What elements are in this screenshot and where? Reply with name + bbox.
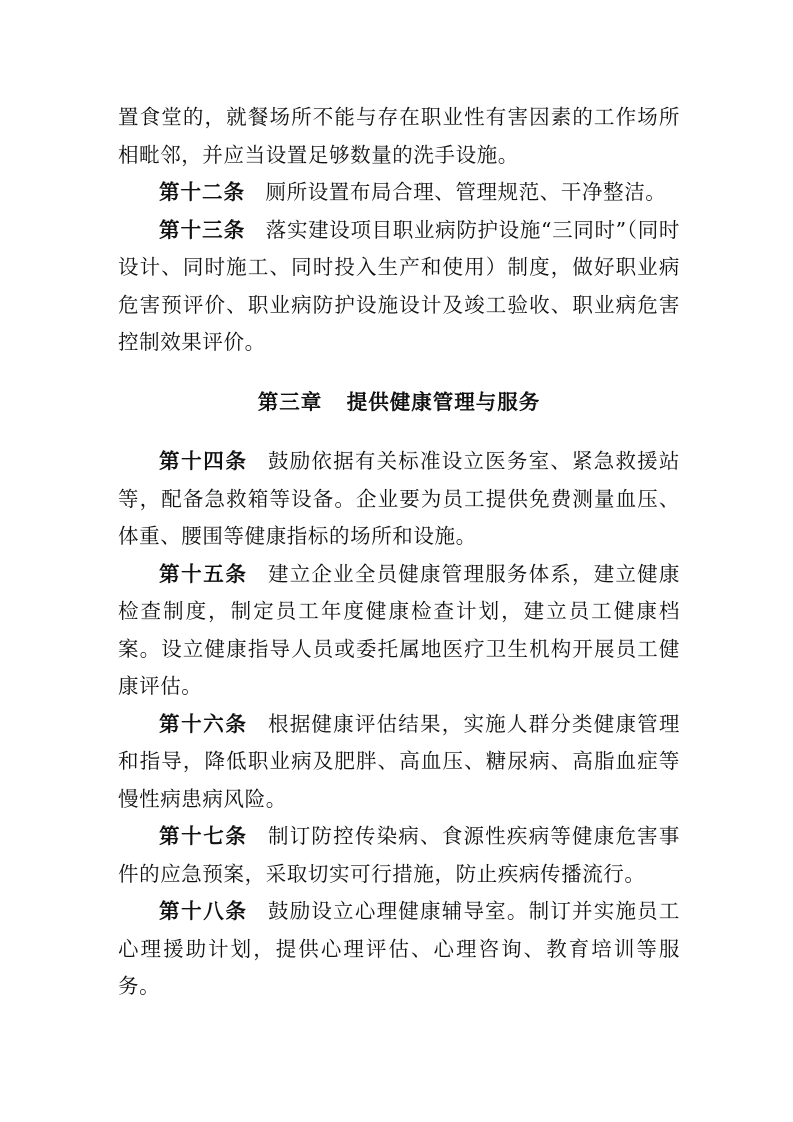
article-12 bbox=[118, 174, 680, 212]
article-15 bbox=[118, 556, 680, 706]
article-17 bbox=[118, 818, 680, 893]
article-number: 第十六条 bbox=[159, 711, 248, 736]
article-number: 第十三条 bbox=[159, 217, 246, 242]
article-text: 落实建设项目职业病防护设施“三同时”（同时设计、同时施工、同时投入生产和使用）制度，做好职业病危害预评价、职业病防护设施设计及竣工验收、职业病危害控制效果评价。 bbox=[118, 217, 680, 354]
article-number: 第十四条 bbox=[159, 449, 248, 473]
article-text: 制订防控传染病、食源性疾病等健康危害事件的应急预案，采取切实可行措施，防止疾病传播流行。 bbox=[118, 824, 681, 886]
paragraph-continuation bbox=[118, 99, 680, 174]
article-text: 根据健康评估结果，实施人群分类健康管理和指导，降低职业病及肥胖、高血压、糖尿病、高脂血症等慢性病患病风险。 bbox=[118, 711, 681, 811]
chapter-title: 提供健康管理与服务 bbox=[346, 389, 541, 414]
chapter-number: 第三章 bbox=[257, 389, 323, 414]
document-body bbox=[118, 99, 680, 1006]
article-16 bbox=[118, 706, 680, 819]
article-number: 第十五条 bbox=[159, 561, 248, 586]
article-number: 第十八条 bbox=[159, 899, 248, 923]
article-number: 第十二条 bbox=[159, 180, 245, 204]
article-18 bbox=[118, 893, 680, 1006]
paragraph-text: 置食堂的，就餐场所不能与存在职业性有害因素的工作场所相毗邻，并应当设置足够数量的洗手设施。 bbox=[118, 105, 680, 167]
article-text: 鼓励依据有关标准设立医务室、紧急救援站等，配备急救箱等设备。企业要为员工提供免费测量血压、体重、腰围等健康指标的场所和设施。 bbox=[118, 449, 681, 548]
article-text: 厕所设置布局合理、管理规范、干净整洁。 bbox=[265, 180, 667, 204]
article-text: 建立企业全员健康管理服务体系，建立健康检查制度，制定员工年度健康检查计划，建立员工健康档案。设立健康指导人员或委托属地医疗卫生机构开展员工健康评估。 bbox=[118, 561, 681, 698]
article-text: 鼓励设立心理健康辅导室。制订并实施员工心理援助计划，提供心理评估、心理咨询、教育培训等服务。 bbox=[118, 899, 681, 998]
article-14 bbox=[118, 443, 680, 556]
article-number: 第十七条 bbox=[159, 824, 248, 848]
chapter-heading bbox=[118, 384, 680, 422]
article-13 bbox=[118, 212, 680, 362]
